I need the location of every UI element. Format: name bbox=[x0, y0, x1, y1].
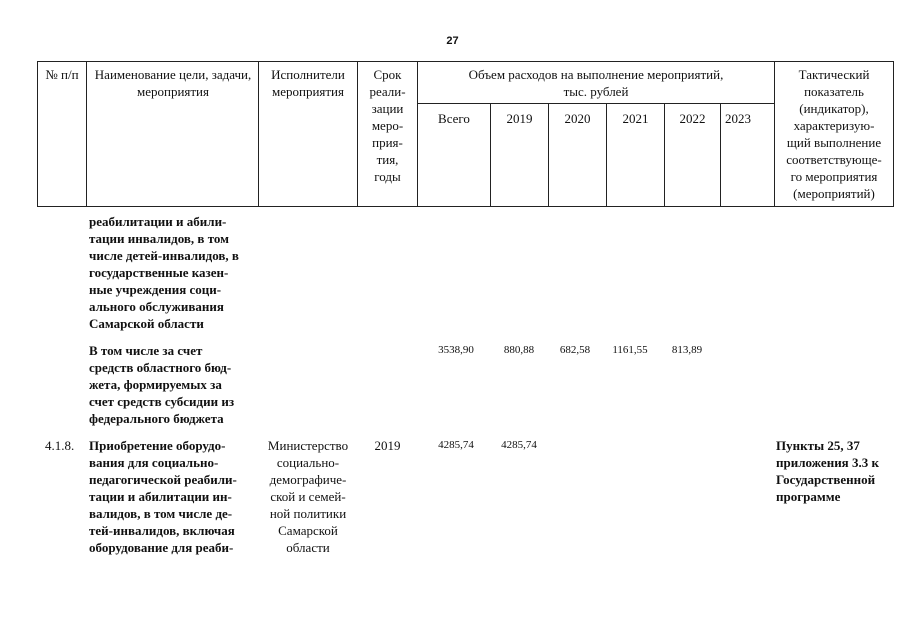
text-line: ной политики bbox=[269, 506, 347, 521]
item-executor bbox=[259, 437, 357, 556]
text-line: В том числе за счет bbox=[89, 343, 203, 358]
header-indicator-line: соответствующе- bbox=[786, 152, 882, 167]
header-term-line: меро- bbox=[371, 118, 404, 133]
text-line: тей-инвалидов, включая bbox=[89, 523, 235, 538]
text-line: ные учреждения соци- bbox=[89, 282, 222, 297]
text-line: педагогической реабили- bbox=[89, 472, 237, 487]
value-2022: 813,89 bbox=[671, 344, 703, 356]
col-divider bbox=[258, 61, 259, 207]
item-description bbox=[89, 437, 252, 556]
text-line: валидов, в том числе де- bbox=[89, 506, 233, 521]
header-year-2023: 2023 bbox=[725, 111, 751, 126]
text-line: Пункты 25, 37 bbox=[776, 438, 860, 453]
header-term-line: годы bbox=[374, 169, 401, 184]
text-line: тации инвалидов, в том bbox=[89, 231, 230, 246]
item-value-2019: 4285,74 bbox=[501, 439, 537, 451]
text-line: приложения 3.3 к bbox=[776, 455, 879, 470]
header-term-line: зации bbox=[371, 101, 404, 116]
header-term-line: Срок bbox=[373, 67, 402, 82]
header-term-line: тия, bbox=[376, 152, 399, 167]
text-line: ской и семей- bbox=[270, 489, 346, 504]
text-line: реабилитации и абили- bbox=[89, 214, 227, 229]
text-line: федерального бюджета bbox=[89, 411, 224, 426]
text-line: ального обслуживания bbox=[89, 299, 224, 314]
text-line: вания для социально- bbox=[89, 455, 219, 470]
header-year-2020: 2020 bbox=[564, 111, 591, 126]
header-indicator-line: показатель bbox=[804, 84, 864, 99]
header-name: Наименование цели, задачи, мероприятия bbox=[94, 67, 252, 99]
text-line: жета, формируемых за bbox=[89, 377, 222, 392]
header-indicator-line: щий выполнение bbox=[786, 135, 882, 150]
header-executors: Исполнители мероприятия bbox=[271, 67, 345, 99]
text-line: счет средств субсидии из bbox=[89, 394, 235, 409]
text-line: средств областного бюд- bbox=[89, 360, 232, 375]
table-top-rule bbox=[37, 61, 894, 62]
header-year-total: Всего bbox=[438, 111, 470, 126]
value-2019: 880,88 bbox=[503, 344, 535, 356]
header-volume-line: тыс. рублей bbox=[563, 84, 629, 99]
header-indicator-line: Тактический bbox=[798, 67, 870, 82]
item-indicator bbox=[776, 437, 894, 505]
text-line: Приобретение оборудо- bbox=[89, 438, 226, 453]
value-2020: 682,58 bbox=[559, 344, 591, 356]
page-number: 27 bbox=[446, 35, 459, 47]
item-number: 4.1.8. bbox=[45, 438, 75, 453]
text-line: Министерство bbox=[267, 438, 349, 453]
item-term: 2019 bbox=[374, 438, 401, 453]
header-indicator-line: (мероприятий) bbox=[793, 186, 875, 201]
header-indicator bbox=[775, 66, 893, 202]
col-divider bbox=[893, 61, 894, 207]
text-line: числе детей-инвалидов, в bbox=[89, 248, 239, 263]
text-line: Самарской области bbox=[89, 316, 204, 331]
text-line: социально- bbox=[276, 455, 340, 470]
value-total: 3538,90 bbox=[438, 344, 474, 356]
header-term-line: реали- bbox=[369, 84, 406, 99]
text-line: оборудование для реаби- bbox=[89, 540, 234, 555]
value-2021: 1161,55 bbox=[612, 344, 648, 356]
header-term bbox=[358, 66, 417, 185]
text-line: демографиче- bbox=[269, 472, 347, 487]
text-line: Государственной bbox=[776, 472, 876, 487]
text-line: Самарской bbox=[278, 523, 338, 538]
header-indicator-line: характеризую- bbox=[793, 118, 875, 133]
text-line: тации и абилитации ин- bbox=[89, 489, 232, 504]
continuation-text bbox=[89, 213, 252, 332]
funding-source-text bbox=[89, 342, 252, 427]
table-header-bottom-rule bbox=[37, 206, 894, 207]
header-term-line: прия- bbox=[372, 135, 403, 150]
header-num: № п/п bbox=[45, 67, 79, 82]
header-year-2022: 2022 bbox=[679, 111, 706, 126]
header-indicator-line: го мероприятия bbox=[790, 169, 878, 184]
header-volume bbox=[418, 66, 774, 100]
header-year-2019: 2019 bbox=[506, 111, 533, 126]
col-divider bbox=[86, 61, 87, 207]
header-year-2021: 2021 bbox=[622, 111, 649, 126]
header-indicator-line: (индикатор), bbox=[799, 101, 869, 116]
header-volume-line: Объем расходов на выполнение мероприятий, bbox=[468, 67, 724, 82]
text-line: области bbox=[286, 540, 330, 555]
text-line: программе bbox=[776, 489, 841, 504]
item-value-total: 4285,74 bbox=[438, 439, 474, 451]
text-line: государственные казен- bbox=[89, 265, 229, 280]
